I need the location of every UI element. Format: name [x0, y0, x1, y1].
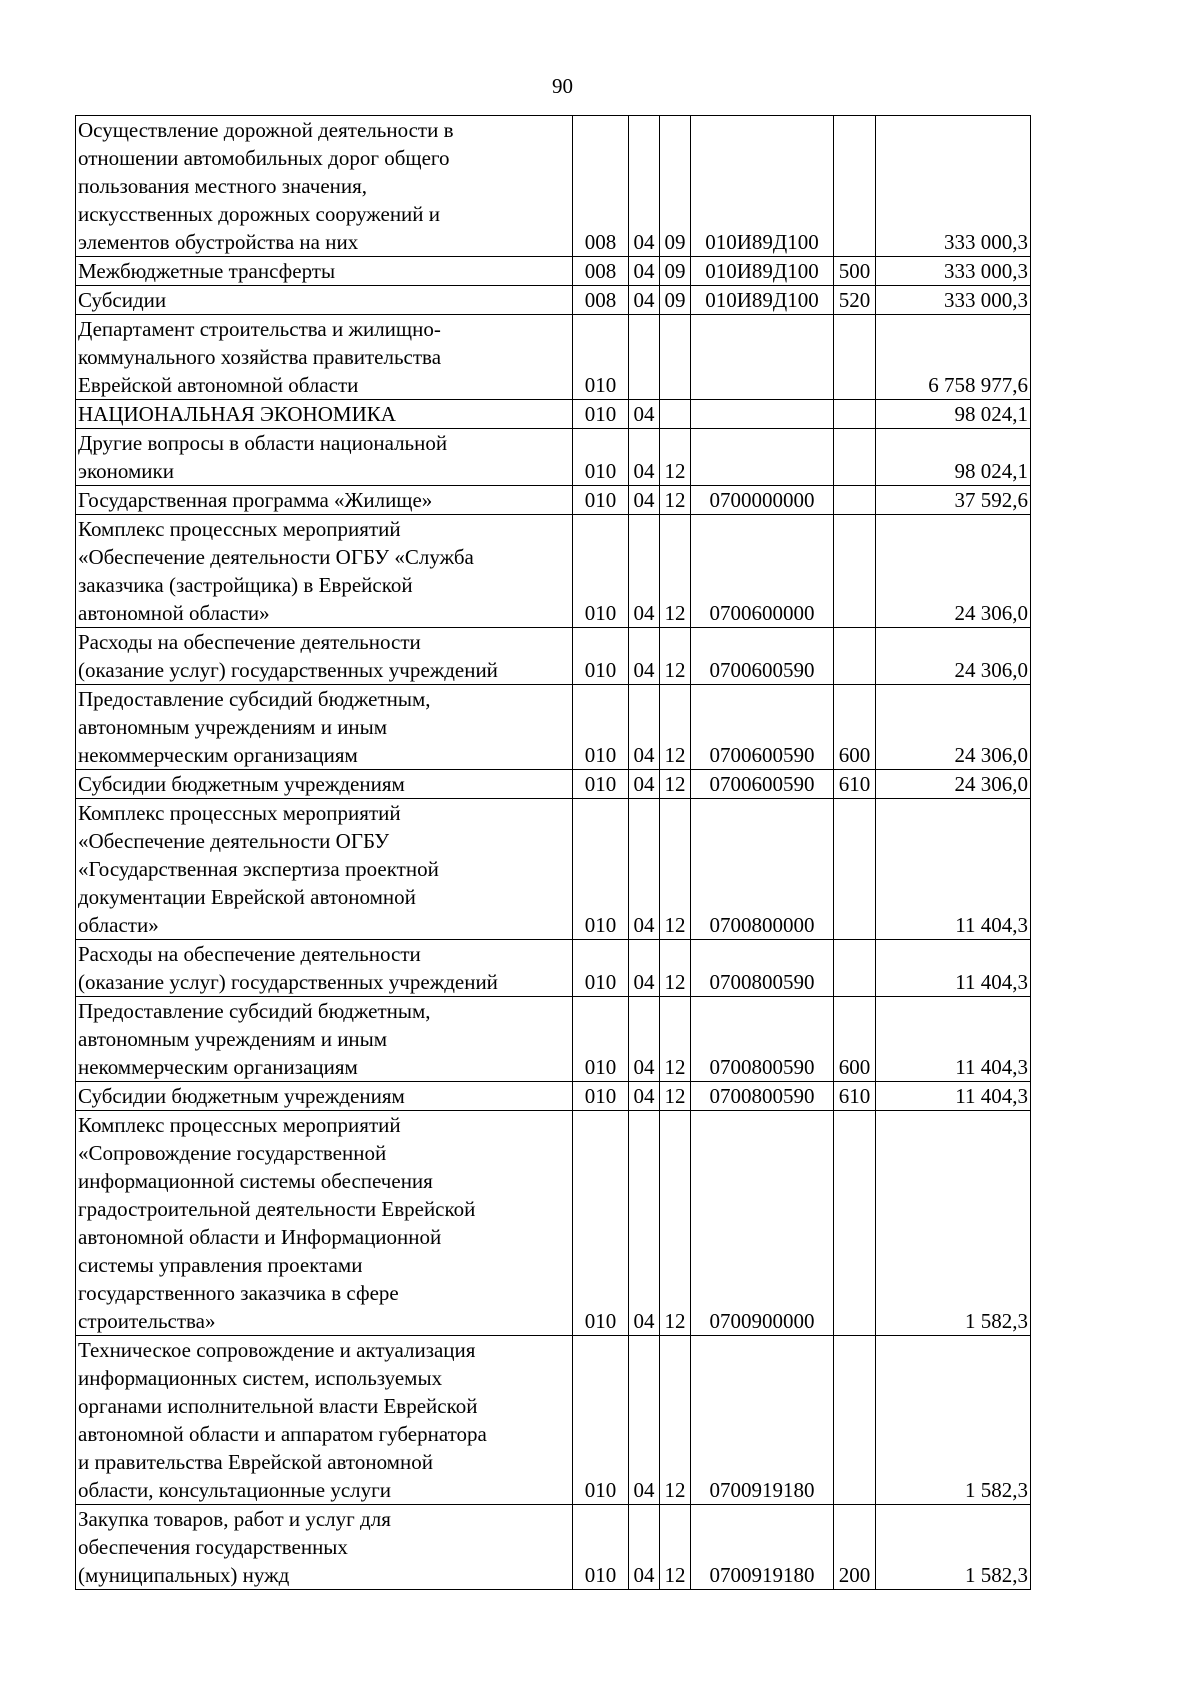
row-name-cell: НАЦИОНАЛЬНАЯ ЭКОНОМИКА	[76, 400, 573, 429]
table-row	[76, 257, 1031, 286]
table-row	[76, 770, 1031, 799]
expense-type-cell	[834, 515, 876, 628]
admin-code-cell: 010	[573, 1505, 629, 1590]
amount-cell: 1 582,3	[876, 1505, 1031, 1590]
expense-type-cell: 520	[834, 286, 876, 315]
admin-code-cell: 010	[573, 486, 629, 515]
subsection-code-cell: 12	[660, 1505, 691, 1590]
table-row	[76, 997, 1031, 1082]
target-article-cell	[691, 315, 834, 400]
admin-code-cell: 010	[573, 1111, 629, 1336]
subsection-code-cell: 12	[660, 685, 691, 770]
subsection-code-cell: 12	[660, 515, 691, 628]
amount-cell: 98 024,1	[876, 429, 1031, 486]
expense-type-cell	[834, 486, 876, 515]
expense-type-cell	[834, 429, 876, 486]
admin-code-cell: 008	[573, 286, 629, 315]
admin-code-cell: 010	[573, 628, 629, 685]
table-row	[76, 400, 1031, 429]
amount-cell: 333 000,3	[876, 257, 1031, 286]
subsection-code-cell: 12	[660, 486, 691, 515]
row-name-cell: Комплекс процессных мероприятий «Обеспечение деятельности ОГБУ «Служба заказчика (застройщика) в Еврейской автономной области»	[76, 515, 573, 628]
target-article-cell: 010И89Д100	[691, 257, 834, 286]
expense-type-cell: 610	[834, 1082, 876, 1111]
amount-cell: 333 000,3	[876, 286, 1031, 315]
row-name-cell: Предоставление субсидий бюджетным, автономным учреждениям и иным некоммерческим организациям	[76, 997, 573, 1082]
table-row	[76, 486, 1031, 515]
amount-cell: 6 758 977,6	[876, 315, 1031, 400]
expense-type-cell: 600	[834, 685, 876, 770]
admin-code-cell: 010	[573, 429, 629, 486]
amount-cell: 1 582,3	[876, 1336, 1031, 1505]
row-name-cell: Комплекс процессных мероприятий «Обеспечение деятельности ОГБУ «Государственная экспертиза проектной документации Еврейской автономной области»	[76, 799, 573, 940]
section-code-cell: 04	[629, 1082, 660, 1111]
table-row	[76, 429, 1031, 486]
expense-type-cell	[834, 315, 876, 400]
expense-type-cell	[834, 1111, 876, 1336]
expense-type-cell	[834, 628, 876, 685]
row-name-cell: Субсидии бюджетным учреждениям	[76, 1082, 573, 1111]
target-article-cell: 0700800000	[691, 799, 834, 940]
table-row	[76, 1111, 1031, 1336]
section-code-cell: 04	[629, 997, 660, 1082]
expense-type-cell: 610	[834, 770, 876, 799]
section-code-cell	[629, 315, 660, 400]
expense-type-cell	[834, 116, 876, 257]
subsection-code-cell: 09	[660, 286, 691, 315]
target-article-cell: 0700600590	[691, 628, 834, 685]
amount-cell: 11 404,3	[876, 799, 1031, 940]
table-row	[76, 116, 1031, 257]
row-name-cell: Другие вопросы в области национальной экономики	[76, 429, 573, 486]
row-name-cell: Расходы на обеспечение деятельности (оказание услуг) государственных учреждений	[76, 628, 573, 685]
subsection-code-cell	[660, 400, 691, 429]
section-code-cell: 04	[629, 257, 660, 286]
target-article-cell: 0700600590	[691, 685, 834, 770]
section-code-cell: 04	[629, 1336, 660, 1505]
section-code-cell: 04	[629, 628, 660, 685]
amount-cell: 24 306,0	[876, 770, 1031, 799]
expense-type-cell	[834, 1336, 876, 1505]
budget-table	[75, 115, 1031, 1590]
section-code-cell: 04	[629, 515, 660, 628]
admin-code-cell: 010	[573, 940, 629, 997]
table-row	[76, 799, 1031, 940]
admin-code-cell: 010	[573, 997, 629, 1082]
target-article-cell	[691, 400, 834, 429]
table-row	[76, 685, 1031, 770]
page-number: 90	[552, 74, 573, 98]
expense-type-cell: 200	[834, 1505, 876, 1590]
section-code-cell: 04	[629, 486, 660, 515]
table-body	[76, 116, 1031, 1590]
admin-code-cell: 010	[573, 685, 629, 770]
target-article-cell: 010И89Д100	[691, 116, 834, 257]
amount-cell: 37 592,6	[876, 486, 1031, 515]
section-code-cell: 04	[629, 685, 660, 770]
amount-cell: 98 024,1	[876, 400, 1031, 429]
target-article-cell: 0700000000	[691, 486, 834, 515]
subsection-code-cell: 12	[660, 770, 691, 799]
amount-cell: 11 404,3	[876, 997, 1031, 1082]
table-row	[76, 286, 1031, 315]
target-article-cell: 0700919180	[691, 1336, 834, 1505]
table-row	[76, 940, 1031, 997]
subsection-code-cell: 09	[660, 257, 691, 286]
expense-type-cell	[834, 400, 876, 429]
admin-code-cell: 010	[573, 1336, 629, 1505]
subsection-code-cell: 12	[660, 799, 691, 940]
section-code-cell: 04	[629, 400, 660, 429]
row-name-cell: Осуществление дорожной деятельности в отношении автомобильных дорог общего пользования местного значения, искусственных дорожных сооружений и элементов обустройства на них	[76, 116, 573, 257]
subsection-code-cell: 12	[660, 429, 691, 486]
target-article-cell: 0700800590	[691, 940, 834, 997]
row-name-cell: Закупка товаров, работ и услуг для обеспечения государственных (муниципальных) нужд	[76, 1505, 573, 1590]
target-article-cell: 0700900000	[691, 1111, 834, 1336]
row-name-cell: Комплекс процессных мероприятий «Сопровождение государственной информационной системы обеспечения градостроительной деятельности Еврейской автономной области и Информационной системы управления проектами государственного заказчика в сфере строительства»	[76, 1111, 573, 1336]
subsection-code-cell	[660, 315, 691, 400]
amount-cell: 11 404,3	[876, 1082, 1031, 1111]
table-row	[76, 315, 1031, 400]
target-article-cell: 010И89Д100	[691, 286, 834, 315]
admin-code-cell: 010	[573, 799, 629, 940]
amount-cell: 333 000,3	[876, 116, 1031, 257]
admin-code-cell: 008	[573, 116, 629, 257]
row-name-cell: Субсидии бюджетным учреждениям	[76, 770, 573, 799]
table-row	[76, 1082, 1031, 1111]
target-article-cell: 0700600000	[691, 515, 834, 628]
row-name-cell: Предоставление субсидий бюджетным, автономным учреждениям и иным некоммерческим организациям	[76, 685, 573, 770]
target-article-cell: 0700800590	[691, 997, 834, 1082]
section-code-cell: 04	[629, 770, 660, 799]
target-article-cell: 0700600590	[691, 770, 834, 799]
expense-type-cell: 600	[834, 997, 876, 1082]
subsection-code-cell: 12	[660, 997, 691, 1082]
row-name-cell: Техническое сопровождение и актуализация информационных систем, используемых органами исполнительной власти Еврейской автономной области и аппаратом губернатора и правительства Еврейской автономной области, консультационные услуги	[76, 1336, 573, 1505]
section-code-cell: 04	[629, 116, 660, 257]
section-code-cell: 04	[629, 1505, 660, 1590]
table-row	[76, 1336, 1031, 1505]
subsection-code-cell: 12	[660, 1336, 691, 1505]
amount-cell: 24 306,0	[876, 685, 1031, 770]
target-article-cell: 0700919180	[691, 1505, 834, 1590]
subsection-code-cell: 09	[660, 116, 691, 257]
admin-code-cell: 010	[573, 770, 629, 799]
target-article-cell: 0700800590	[691, 1082, 834, 1111]
subsection-code-cell: 12	[660, 940, 691, 997]
subsection-code-cell: 12	[660, 1111, 691, 1336]
admin-code-cell: 010	[573, 400, 629, 429]
table-row	[76, 515, 1031, 628]
section-code-cell: 04	[629, 429, 660, 486]
amount-cell: 24 306,0	[876, 628, 1031, 685]
section-code-cell: 04	[629, 286, 660, 315]
table-row	[76, 1505, 1031, 1590]
amount-cell: 24 306,0	[876, 515, 1031, 628]
row-name-cell: Межбюджетные трансферты	[76, 257, 573, 286]
section-code-cell: 04	[629, 940, 660, 997]
admin-code-cell: 008	[573, 257, 629, 286]
row-name-cell: Государственная программа «Жилище»	[76, 486, 573, 515]
section-code-cell: 04	[629, 1111, 660, 1336]
expense-type-cell	[834, 940, 876, 997]
row-name-cell: Субсидии	[76, 286, 573, 315]
target-article-cell	[691, 429, 834, 486]
row-name-cell: Департамент строительства и жилищно- коммунального хозяйства правительства Еврейской автономной области	[76, 315, 573, 400]
amount-cell: 1 582,3	[876, 1111, 1031, 1336]
table-row	[76, 628, 1031, 685]
subsection-code-cell: 12	[660, 628, 691, 685]
row-name-cell: Расходы на обеспечение деятельности (оказание услуг) государственных учреждений	[76, 940, 573, 997]
expense-type-cell: 500	[834, 257, 876, 286]
section-code-cell: 04	[629, 799, 660, 940]
subsection-code-cell: 12	[660, 1082, 691, 1111]
admin-code-cell: 010	[573, 315, 629, 400]
amount-cell: 11 404,3	[876, 940, 1031, 997]
expense-type-cell	[834, 799, 876, 940]
admin-code-cell: 010	[573, 515, 629, 628]
admin-code-cell: 010	[573, 1082, 629, 1111]
